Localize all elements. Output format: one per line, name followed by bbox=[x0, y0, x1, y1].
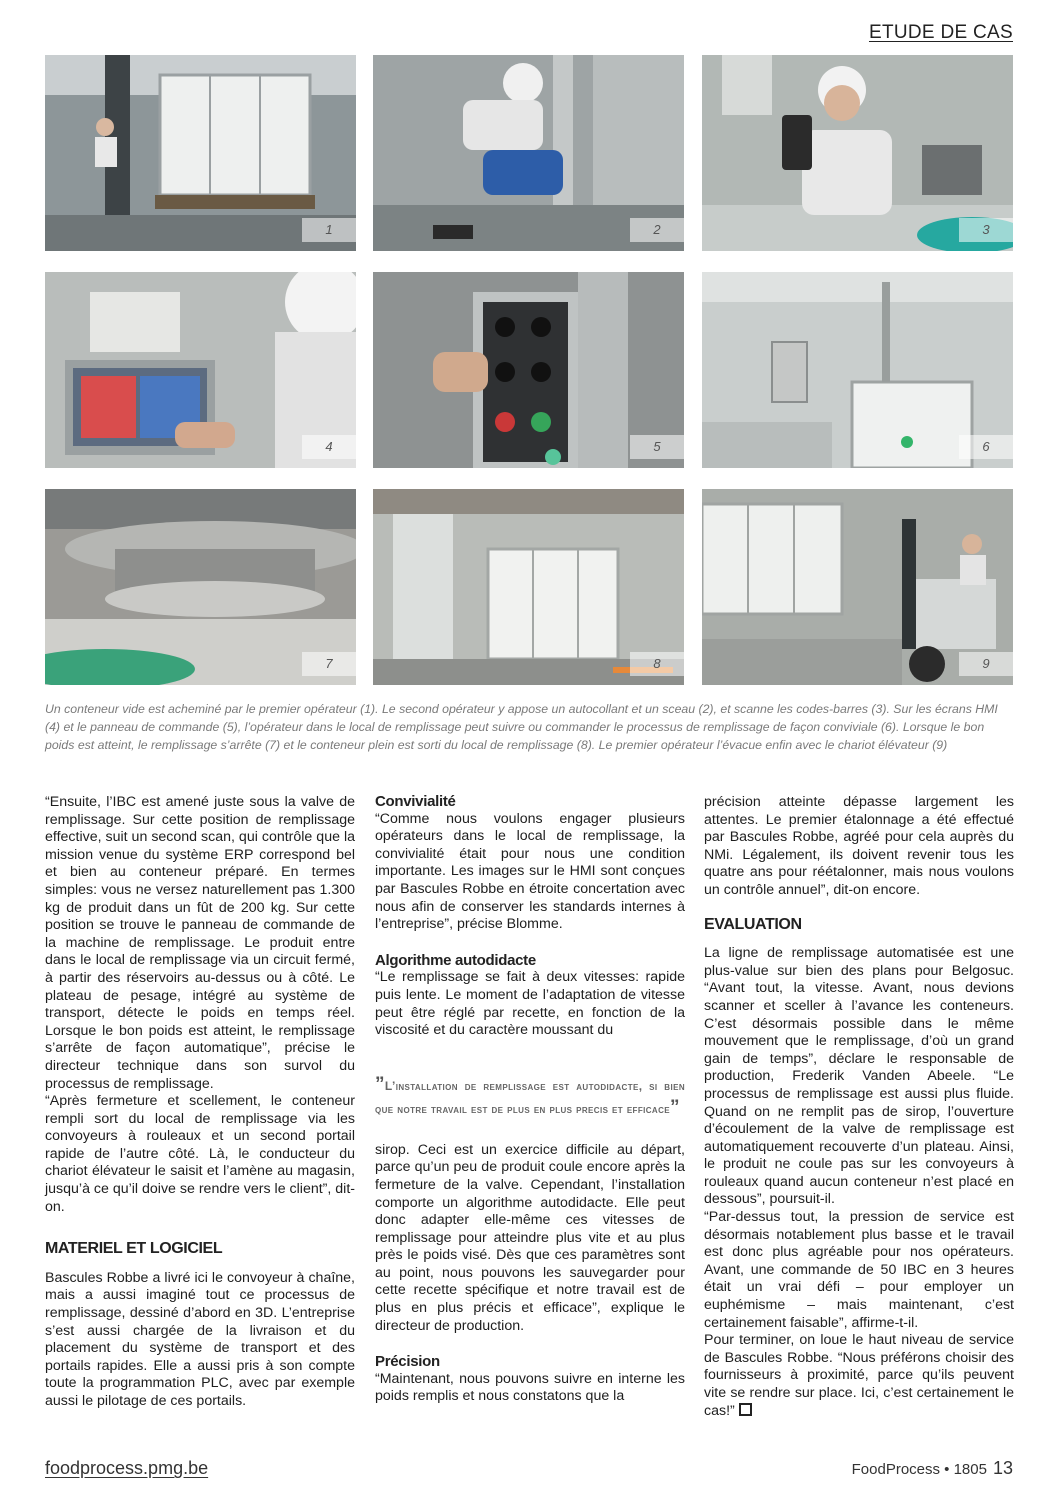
photo-number: 4 bbox=[302, 435, 356, 459]
paragraph: précision atteinte dépasse largement les attentes. Le premier étalonnage a été effectué par Bascules Robbe, agréé pour cela auprès du NMi. Légalement, ils doivent revenir tous les quatre ans pour réétalonner, mais nous voulons un contrôle annuel”, dit-on encore. bbox=[704, 794, 1014, 898]
paragraph-final bbox=[704, 1332, 1014, 1420]
photo-number: 6 bbox=[959, 435, 1013, 459]
quote-body: L’installation de remplissage est autodidacte, si bien que notre travail est de plus en plus precis et efficace bbox=[375, 1078, 685, 1116]
photo-number: 7 bbox=[302, 652, 356, 676]
photo-caption: Un conteneur vide est acheminé par le premier opérateur (1). Le second opérateur y appose un autocollant et un sceau (2), et scanne les codes-barres (3). Sur les écrans HMI (4) et le panneau de commande (5), l’opérateur dans le local de remplissage peut suivre ou commander le processus de remplissage de façon conviviale (6). Lorsque le bon poids est atteint, le remplissage s’arrête (7) et le conteneur plein est sorti du local de remplissage (8). Le premier opérateur l’évacue enfin avec le chariot élévateur (9) bbox=[45, 702, 998, 753]
photo-barcode-scan bbox=[702, 55, 1013, 251]
section-label: ETUDE DE CAS bbox=[868, 22, 1013, 43]
page-number: 13 bbox=[992, 1458, 1013, 1478]
article-column-3 bbox=[704, 794, 1014, 1420]
final-text: Pour terminer, on loue le haut niveau de service de Bascules Robbe. “Nous préférons choisir des fournisseurs à proximité, parce qu’ils peuvent vite se rendre sur place. Ici, c’est certainement le cas!” bbox=[704, 1332, 1014, 1419]
paragraph: La ligne de remplissage automatisée est une plus-value sur bien des plans pour Belgosuc. “Avant tout, la vitesse. Avant, nous devions scanner et sceller à l’avance les conteneurs. C’est désormais possible dans le même mouvement que le remplissage, d’où un grand gain de temps”, déclare le responsable de production, Frederik Vanden Abeele. “Le processus de remplissage est aussi plus fluide. Quand on ne remplit pas de sirop, l’ouverture d’écoulement de la valve de remplissage est automatiquement recouverte d’un plateau. Ainsi, le produit ne coule pas sur les convoyeurs à rouleaux quand aucun conteneur n’est placé en dessous”, poursuit-il. bbox=[704, 945, 1014, 1208]
photo-control-panel bbox=[373, 272, 684, 468]
article-column-1 bbox=[45, 794, 355, 1411]
pull-quote-text bbox=[375, 1074, 685, 1120]
photo-number: 8 bbox=[630, 652, 684, 676]
photo-number: 3 bbox=[959, 218, 1013, 242]
paragraph: “Par-dessus tout, la pression de service est désormais notablement plus basse et le travail est donc plus agréable pour nos opérateurs. Avant, une commande de 50 IBC en 3 heures était un vrai défi – pour employer un euphémisme – mais maintenant, c’est certainement faisable”, affirme-t-il. bbox=[704, 1209, 1014, 1331]
end-of-article-icon bbox=[739, 1403, 752, 1416]
paragraph: Bascules Robbe a livré ici le convoyeur à chaîne, mais a aussi imaginé tout ce processus de remplissage, dessiné d’abord en 3D. L’entreprise s’est aussi chargée de la livraison et du placement du système de transport et des portails rapides. Elle a aussi pris à son compte toute la programmation PLC, avec par exemple aussi le pilotage de ces portails. bbox=[45, 1269, 355, 1409]
heading-precision: Précision bbox=[375, 1353, 440, 1371]
paragraph: “Le remplissage se fait à deux vitesses: rapide puis lente. Le moment de l’adaptation de vitesse peut être réglé par recette, en fonction de la viscosité et du caractère moussant du bbox=[375, 969, 685, 1039]
heading-materiel-logiciel: MATERIEL ET LOGICIEL bbox=[45, 1240, 223, 1258]
photo-full-container-exit bbox=[373, 489, 684, 685]
photo-number: 1 bbox=[302, 218, 356, 242]
photo-hmi-screen bbox=[45, 272, 356, 468]
footer-issue bbox=[852, 1458, 1013, 1479]
paragraph: “Ensuite, l’IBC est amené juste sous la valve de remplissage. Sur cette position de remplissage effective, suit un second scan, qui contrôle que la mission venue du système ERP correspond bel et bien au conteneur préparé. En termes simples: vous ne versez naturellement pas 1.300 kg de produit dans un fût de 200 kg. Sur cette position se trouve le panneau de commande de la machine de remplissage. Le produit entre dans le local de remplissage via un circuit fermé, à partir des réservoirs au-dessus ou à côté. Le plateau de pesage, intégré au système de transport, détecte le poids en temps réel. Lorsque le bon poids est atteint, le remplissage s’arrête de façon automatique”, précise le directeur technique dans son survol du processus de remplissage. bbox=[45, 794, 355, 1092]
photo-filling-valve bbox=[45, 489, 356, 685]
footer-website-link[interactable]: foodprocess.pmg.be bbox=[45, 1458, 209, 1478]
paragraph: “Après fermeture et scellement, le conteneur rempli sort du local de remplissage via les convoyeurs à rouleaux et un second portail rapide de l’autre côté. Là, le conducteur du chariot élévateur le saisit et l’amène au magasin, jusqu’à ce qu’il doive se rendre vers le client”, dit-on. bbox=[45, 1093, 355, 1215]
paragraph: sirop. Ceci est un exercice difficile au départ, parce qu’un peu de produit coule encore après la fermeture de la valve. Cependant, l’installation comporte un algorithme autodidacte. Elle peut donc adapter elle-même ces vitesses de remplissage pour atteindre plus vite et au plus près le poids visé. Dès que ces paramètres sont au point, nous pouvons les sauvegarder pour cette recette spécifique et notre travail est de plus en plus précis et efficace”, explique le directeur de production. bbox=[375, 1141, 685, 1334]
photo-number: 9 bbox=[959, 652, 1013, 676]
photo-number: 5 bbox=[630, 435, 684, 459]
heading-evaluation: EVALUATION bbox=[704, 915, 802, 933]
photo-forklift-empty-container bbox=[45, 55, 356, 251]
quote-close-mark: ” bbox=[670, 1096, 680, 1118]
photo-number: 2 bbox=[630, 218, 684, 242]
quote-open-mark: ” bbox=[375, 1073, 385, 1095]
issue-label: FoodProcess • 1805 bbox=[851, 1461, 987, 1478]
photo-operator-seal bbox=[373, 55, 684, 251]
photo-filling-room bbox=[702, 272, 1013, 468]
paragraph: “Maintenant, nous pouvons suivre en interne les poids remplis et nous constatons que la bbox=[375, 1370, 685, 1405]
article-column-2 bbox=[375, 794, 685, 1406]
paragraph: “Comme nous voulons engager plusieurs opérateurs dans le local de remplissage, la convivialité était pour nous une condition importante. Les images sur le HMI sont conçues par Bascules Robbe en étroite concertation avec nous afin de conserver les standards internes à l’entreprise”, précise Blomme. bbox=[375, 810, 685, 933]
heading-convivialite: Convivialité bbox=[375, 793, 456, 810]
heading-algorithme: Algorithme autodidacte bbox=[375, 951, 536, 969]
pull-quote bbox=[375, 1074, 685, 1120]
photo-forklift-evacuation bbox=[702, 489, 1013, 685]
